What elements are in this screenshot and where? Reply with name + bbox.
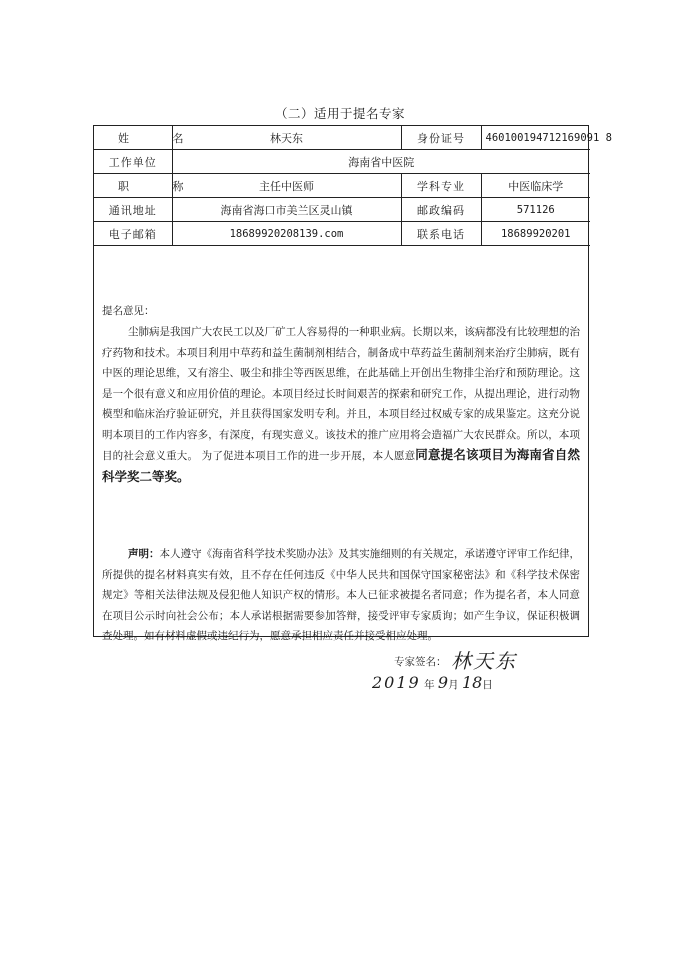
date-day: 18: [461, 673, 483, 692]
date-month: 9: [437, 673, 449, 692]
handwritten-signature: 林天东: [451, 649, 517, 673]
date-day-unit: 日: [482, 679, 493, 691]
statement-text: [102, 544, 580, 647]
expert-info-table: [94, 126, 612, 246]
signature-label: 专家签名：: [394, 656, 447, 668]
email-value: 18689920208139.com: [172, 222, 401, 246]
name-value: 林天东: [172, 126, 401, 150]
discipline-value: 中医临床学: [481, 174, 590, 198]
title-value: 主任中医师: [172, 174, 401, 198]
address-label: 通讯地址: [94, 198, 172, 222]
table-row: [94, 126, 590, 150]
discipline-label: 学科专业: [401, 174, 481, 198]
table-row: [94, 174, 590, 198]
statement-label: 声明：: [128, 548, 160, 560]
date-month-unit: 月: [448, 679, 459, 691]
postcode-label: 邮政编码: [401, 198, 481, 222]
table-row: [94, 150, 590, 174]
name-label: 姓 名: [94, 126, 172, 150]
nomination-form: [93, 125, 612, 692]
phone-value: 18689920201: [481, 222, 590, 246]
table-row: [94, 198, 590, 222]
opinion-body: 尘肺病是我国广大农民工以及厂矿工人容易得的一种职业病。长期以来，该病都没有比较理想的治疗药物和技术。本项目利用中草药和益生菌制剂相结合，制备成中草药益生菌制剂来治疗尘肺病，既有中医的理论思维，又有溶尘、吸尘和排尘等西医思维，在此基础上开创出生物排尘治疗和预防理论。这是一个很有意义和应用价值的理论。本项目经过长时间艰苦的探索和研究工作，从提出理论，进行动物模型和临床治疗验证研究，并且获得国家发明专利。并且，本项目经过权威专家的成果鉴定。这充分说明本项目的工作内容多，有深度，有现实意义。该技术的推广应用将会造福广大农民群众。所以，本项目的社会意义重大。 为了促进本项目工作的进一步开展，本人愿意: [102, 326, 580, 462]
section-title: （二）适用于提名专家: [274, 106, 405, 121]
date-year-unit: 年: [424, 679, 435, 691]
workplace-label: 工作单位: [94, 150, 172, 174]
address-value: 海南省海口市美兰区灵山镇: [172, 198, 401, 222]
workplace-value: 海南省中医院: [172, 150, 590, 174]
email-label: 电子邮箱: [94, 222, 172, 246]
opinion-text: [102, 322, 580, 488]
opinion-emphasis: 同意提名该项目为海南省自然科学奖二等奖。: [102, 447, 580, 484]
phone-label: 联系电话: [401, 222, 481, 246]
statement-body: 本人遵守《海南省科学技术奖励办法》及其实施细则的有关规定，承诺遵守评审工作纪律，所提供的提名材料真实有效，且不存在任何违反《中华人民共和国保守国家秘密法》和《科学技术保密规定》等相关法律法规及侵犯他人知识产权的情形。本人已征求被提名者同意；作为提名者，本人同意在项目公示时向社会公布；本人承诺根据需要参加答辩，接受评审专家质询；如产生争议，保证积极调查处理。如有材料虚假或违纪行为，愿意承担相应责任并接受相应处理。: [102, 548, 581, 642]
id-label: 身份证号: [401, 126, 481, 150]
opinion-label: 提名意见：: [102, 305, 155, 317]
date-year: 2019: [372, 673, 421, 692]
title-label: 职 称: [94, 174, 172, 198]
table-row: [94, 222, 590, 246]
postcode-value: 571126: [481, 198, 590, 222]
id-value: 460100194712169091 8: [481, 126, 590, 150]
signature-date: [372, 673, 493, 692]
